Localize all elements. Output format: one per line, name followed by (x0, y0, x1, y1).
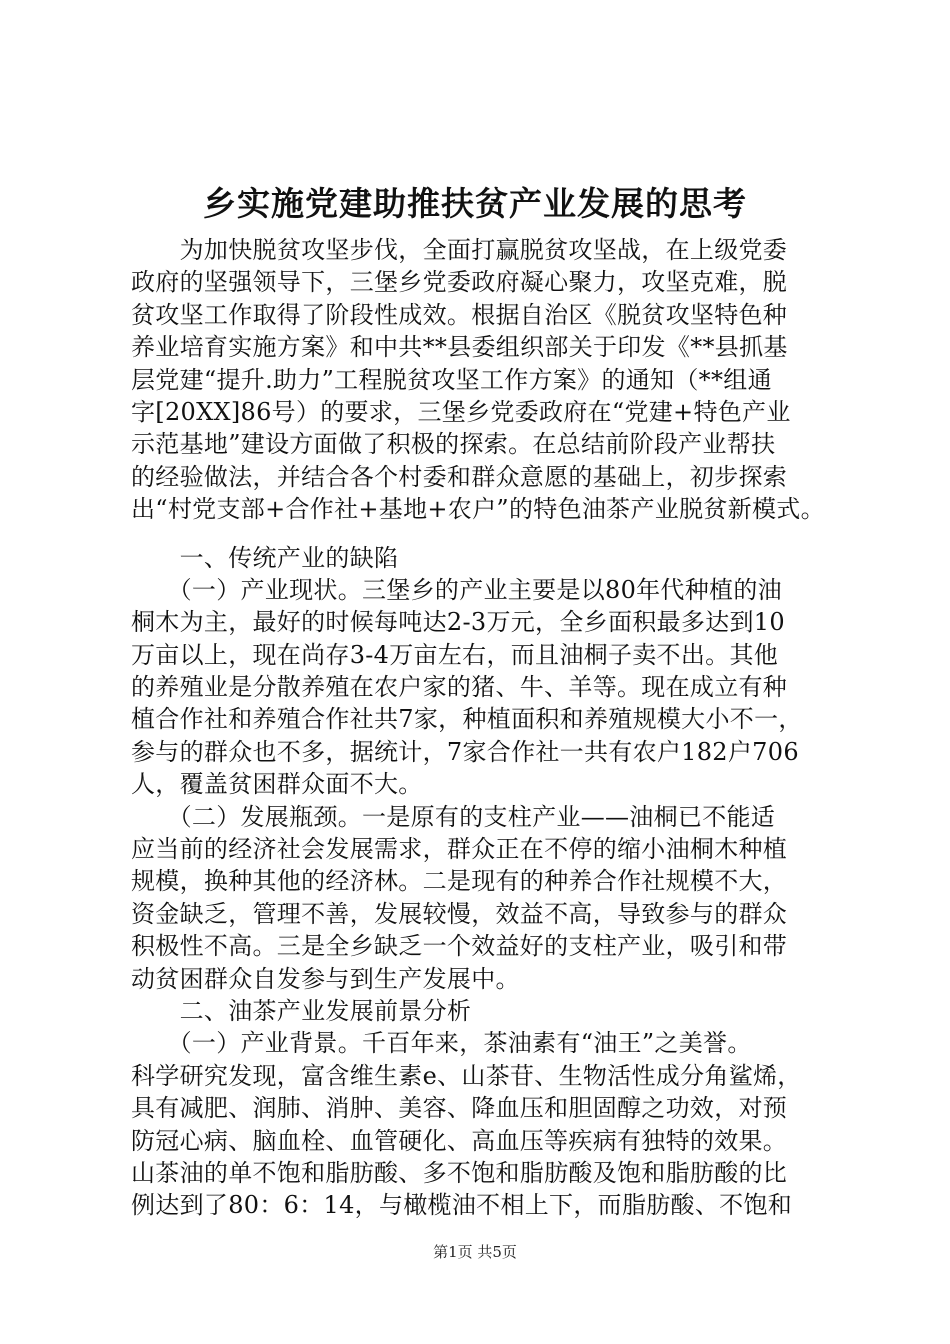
body-line: （一）产业背景。千百年来，茶油素有“油王”之美誉。 (131, 1029, 752, 1058)
body-line: 植合作社和养殖合作社共7家，种植面积和养殖规模大小不一， (131, 705, 803, 734)
body-line: 例达到了80：6：14，与橄榄油不相上下，而脂肪酸、不饱和 (131, 1191, 793, 1220)
page-number-footer: 第1页 共5页 (433, 1243, 517, 1261)
body-line: 资金缺乏，管理不善，发展较慢，效益不高，导致参与的群众 (131, 899, 788, 928)
body-line: 层党建“提升.助力”工程脱贫攻坚工作方案》的通知（**组通 (131, 365, 772, 394)
body-line: 示范基地”建设方面做了积极的探索。在总结前阶段产业帮扶 (131, 430, 776, 459)
section-heading: 二、油茶产业发展前景分析 (131, 996, 472, 1025)
body-line: 万亩以上，现在尚存3-4万亩左右，而且油桐子卖不出。其他 (131, 640, 779, 669)
body-line: 规模，换种其他的经济林。二是现有的种养合作社规模不大， (131, 867, 788, 896)
body-line: 动贫困群众自发参与到生产发展中。 (131, 964, 520, 993)
section-heading: 一、传统产业的缺陷 (131, 543, 399, 572)
body-line: 养业培育实施方案》和中共**县委组织部关于印发《**县抓基 (131, 333, 788, 362)
body-line: 防冠心病、脑血栓、血管硬化、高血压等疾病有独特的效果。 (131, 1126, 788, 1155)
body-line: 山茶油的单不饱和脂肪酸、多不饱和脂肪酸及饱和脂肪酸的比 (131, 1158, 788, 1187)
body-line: 科学研究发现，富含维生素e、山茶苷、生物活性成分角鲨烯， (131, 1061, 802, 1090)
document-title: 乡实施党建助推扶贫产业发展的思考 (203, 184, 747, 223)
body-line: 应当前的经济社会发展需求，群众正在不停的缩小油桐木种植 (131, 835, 788, 864)
body-line: 的经验做法，并结合各个村委和群众意愿的基础上，初步探索 (131, 462, 788, 491)
body-line: 字[20XX]86号）的要求，三堡乡党委政府在“党建+特色产业 (131, 397, 791, 426)
body-line: 积极性不高。三是全乡缺乏一个效益好的支柱产业，吸引和带 (131, 932, 788, 961)
body-line: （一）产业现状。三堡乡的产业主要是以80年代种植的油 (131, 575, 782, 604)
document-body (131, 234, 851, 1222)
body-line: 人，覆盖贫困群众面不大。 (131, 770, 423, 799)
body-line: （二）发展瓶颈。一是原有的支柱产业——油桐已不能适 (131, 802, 776, 831)
body-line: 具有减肥、润肺、消肿、美容、降血压和胆固醇之功效，对预 (131, 1094, 788, 1123)
body-line: 的养殖业是分散养殖在农户家的猪、牛、羊等。现在成立有种 (131, 673, 788, 702)
body-line: 参与的群众也不多，据统计，7家合作社一共有农户182户706 (131, 737, 799, 766)
body-line: 桐木为主，最好的时候每吨达2-3万元，全乡面积最多达到10 (131, 608, 785, 637)
body-line: 出“村党支部+合作社+基地+农户”的特色油茶产业脱贫新模式。 (131, 495, 825, 524)
body-line: 为加快脱贫攻坚步伐，全面打赢脱贫攻坚战，在上级党委 (131, 236, 788, 264)
body-line: 贫攻坚工作取得了阶段性成效。根据自治区《脱贫攻坚特色种 (131, 300, 788, 329)
paragraph-gap (131, 526, 851, 542)
body-line: 政府的坚强领导下，三堡乡党委政府凝心聚力，攻坚克难，脱 (131, 268, 788, 297)
